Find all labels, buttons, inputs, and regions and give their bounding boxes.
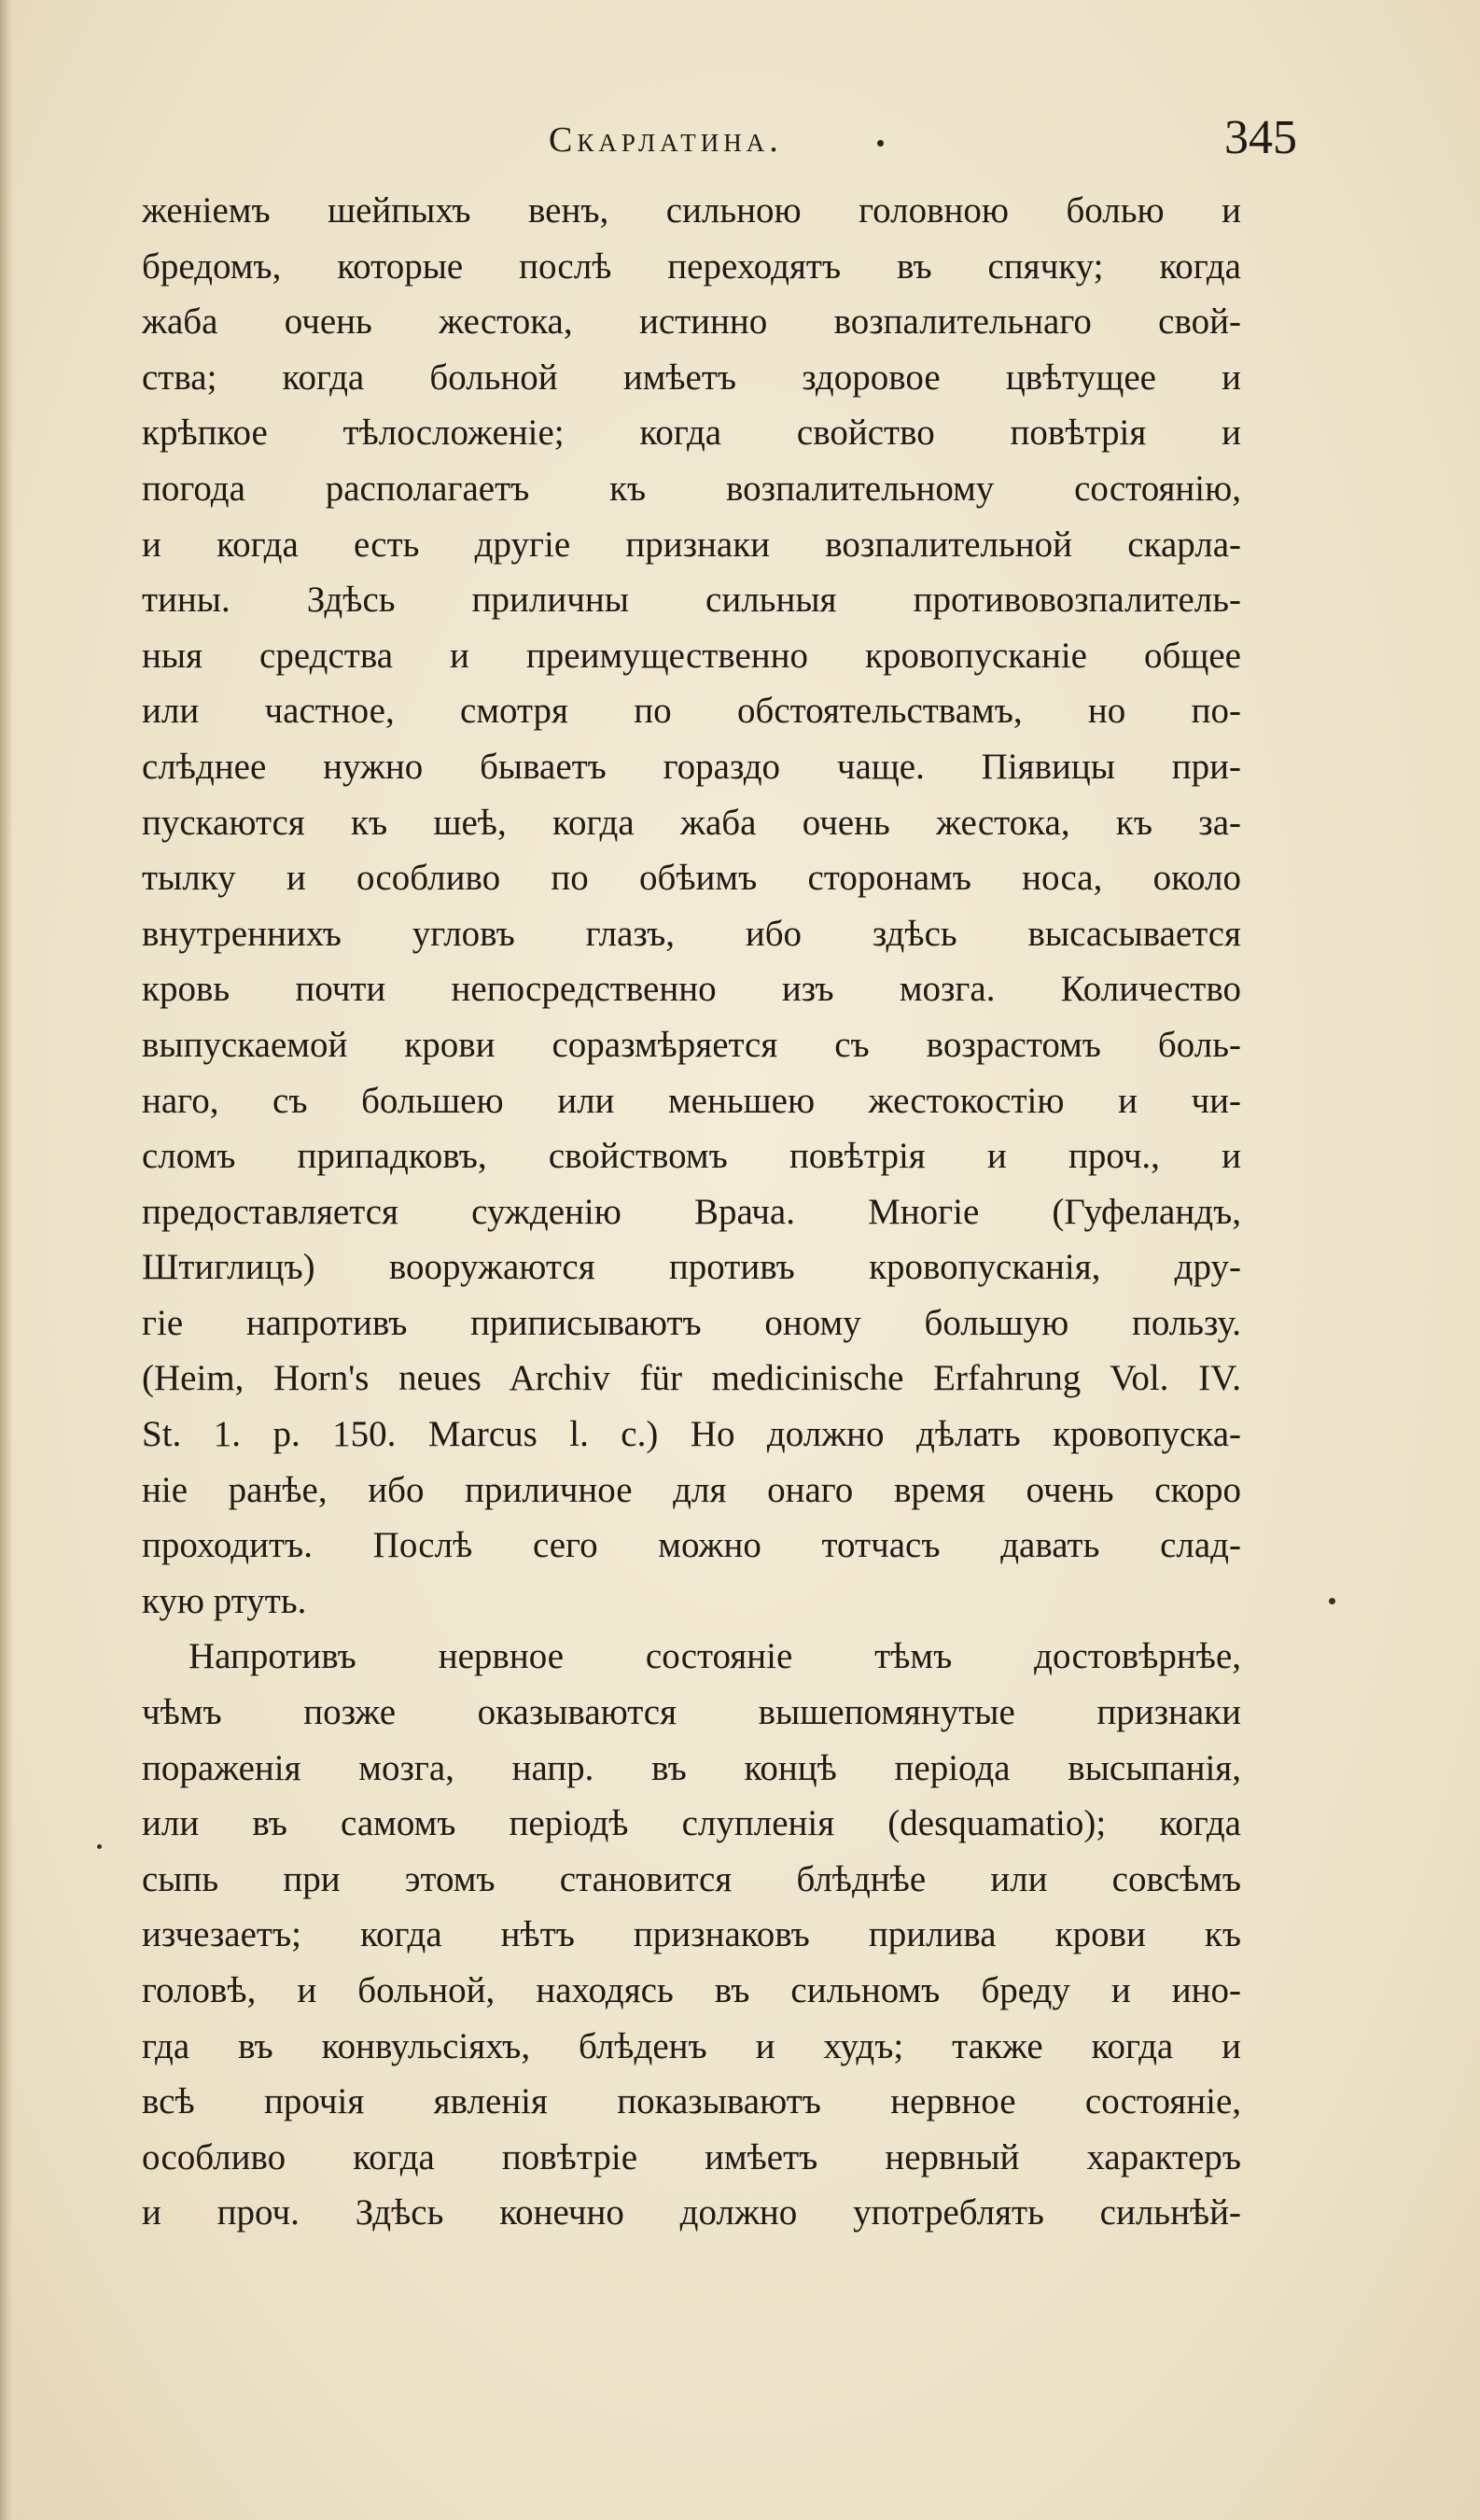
page-edge-shadow (0, 0, 13, 2520)
ink-speck (1329, 1598, 1335, 1604)
text-line: и когда есть другіе признаки возпалительной скарла- (142, 524, 1241, 565)
text-line: всѣ прочія явленія показываютъ нервное состояніе, (142, 2081, 1241, 2122)
text-line: слѣднее нужно бываетъ гораздо чаще. Піявицы при- (142, 746, 1241, 787)
text-line: или частное, смотря по обстоятельствамъ, но по- (142, 691, 1241, 732)
text-line: наго, съ большею или меньшею жестокостію и чи- (142, 1080, 1241, 1121)
text-line: бредомъ, которые послѣ переходятъ въ спячку; когда (142, 245, 1241, 287)
text-line: головѣ, и больной, находясь въ сильномъ бреду и ино- (142, 1970, 1241, 2010)
text-line: гда въ конвульсіяхъ, блѣденъ и худъ; также когда и (142, 2025, 1241, 2066)
text-line: гіе напротивъ приписываютъ оному большую пользу. (142, 1302, 1241, 1343)
text-line: пускаются къ шеѣ, когда жаба очень жестока, къ за- (142, 802, 1241, 843)
text-line: тины. Здѣсь приличны сильныя противовозпалитель- (142, 580, 1241, 621)
header-dot (877, 140, 884, 147)
text-line: ніе ранѣе, ибо приличное для онаго время очень скоро (142, 1469, 1241, 1510)
text-line: ства; когда больной имѣетъ здоровое цвѣтущее и (142, 357, 1241, 398)
running-title: Скарлатина. (549, 120, 783, 160)
text-line: тылку и особливо по обѣимъ сторонамъ носа, около (142, 858, 1241, 899)
text-line: жаба очень жестока, истинно возпалительнаго свой- (142, 301, 1241, 343)
text-line: (Heim, Horn's neues Archiv für medicinische Erfahrung Vol. IV. (142, 1358, 1241, 1399)
text-line: крѣпкое тѣлосложеніе; когда свойство повѣтрія и (142, 413, 1241, 454)
text-line: изчезаетъ; когда нѣтъ признаковъ прилива крови къ (142, 1914, 1241, 1955)
text-line: сыпь при этомъ становится блѣднѣе или совсѣмъ (142, 1858, 1241, 1899)
text-line: женіемъ шейпыхъ венъ, сильною головною болью и (142, 190, 1241, 231)
text-line: погода располагаетъ къ возпалительному состоянію, (142, 468, 1241, 509)
text-line: внутреннихъ угловъ глазъ, ибо здѣсь высасывается (142, 913, 1241, 954)
text-line: и проч. Здѣсь конечно должно употреблять сильнѣй- (142, 2192, 1241, 2233)
body-text (142, 183, 1241, 2241)
ink-speck (97, 1844, 102, 1849)
text-line: кровь почти непосредственно изъ мозга. Количество (142, 969, 1241, 1010)
text-line: Штиглицъ) вооружаются противъ кровопусканія, дру- (142, 1247, 1241, 1288)
text-line: чѣмъ позже оказываются вышепомянутые признаки (142, 1692, 1241, 1733)
text-line: проходитъ. Послѣ сего можно тотчасъ давать слад- (142, 1525, 1241, 1566)
text-line: особливо когда повѣтріе имѣетъ нервный характеръ (142, 2136, 1241, 2177)
text-line: сломъ припадковъ, свойствомъ повѣтрія и проч., и (142, 1136, 1241, 1177)
text-line: пораженія мозга, напр. въ концѣ періода высыпанія, (142, 1747, 1241, 1788)
text-line: кую ртуть. (142, 1580, 307, 1621)
page-number: 345 (1224, 111, 1297, 164)
text-line-paragraph-start: Напротивъ нервное состояніе тѣмъ достовѣрнѣе, (188, 1636, 1241, 1677)
text-line: St. 1. p. 150. Marcus l. c.) Но должно дѣлать кровопуска- (142, 1414, 1241, 1455)
text-line: выпускаемой крови соразмѣряется съ возрастомъ боль- (142, 1024, 1241, 1065)
page-header (112, 111, 1297, 175)
text-line: ныя средства и преимущественно кровопусканіе общее (142, 635, 1241, 676)
text-line: или въ самомъ періодѣ слупленія (desquamatio); когда (142, 1803, 1241, 1844)
text-line: предоставляется сужденію Врача. Многіе (Гуфеландъ, (142, 1191, 1241, 1232)
